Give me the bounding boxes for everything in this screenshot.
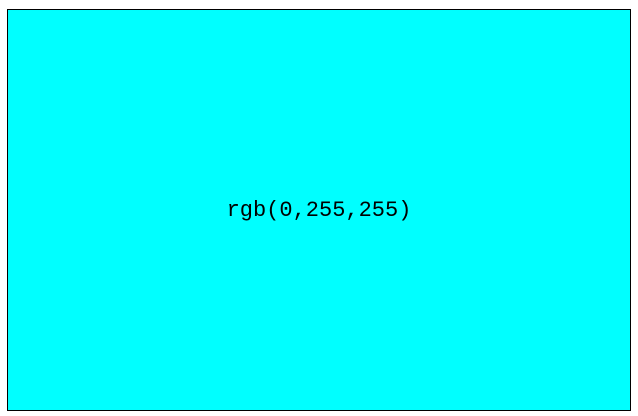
color-swatch — [7, 9, 631, 411]
color-value-label: rgb(0,255,255) — [226, 197, 412, 223]
